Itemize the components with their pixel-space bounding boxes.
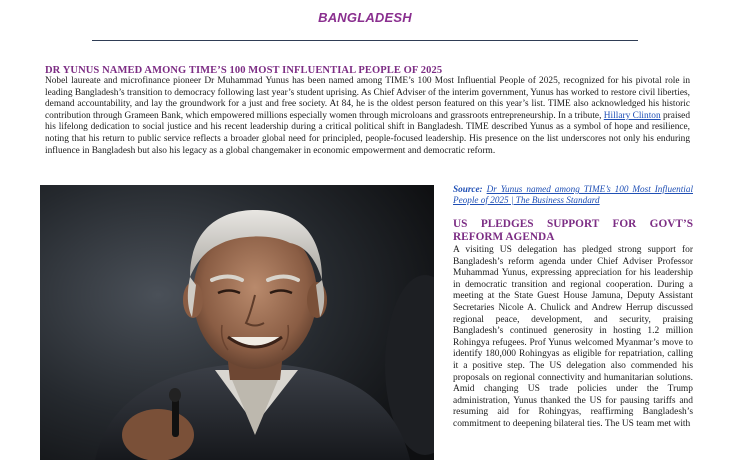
source-citation xyxy=(453,184,693,207)
article-body xyxy=(45,76,690,157)
article-body-text-2: praised his lifelong dedication to social justice and his recent leadership during a critical political shift in Bangladesh. TIME described Yunus as a symbol of hope and resilience, noting that his return to public service reflects a broader global need for principled, people-focused leadership. His presence on the list underscores not only his enduring influence in Bangladesh but also his legacy as a global changemaker in economic empowerment and democratic reform. xyxy=(45,110,690,156)
source-label: Source: xyxy=(453,184,483,194)
hillary-clinton-link[interactable]: Hillary Clinton xyxy=(603,110,661,121)
article2-body-container xyxy=(453,245,693,460)
article2-body: A visiting US delegation has pledged strong support for Bangladesh’s reform agenda under Chief Adviser Professor Muhammad Yunus, expressing appreciation for his leadership in democratic transition and regional cooperation. During a meeting at the State Guest House Jamuna, Deputy Assistant Secretaries Nicole A. Chulick and Andrew Herrup discussed regional peace, development, and security, praising Bangladesh’s continued generosity in hosting 1.2 million Rohingya refugees. Prof Yunus welcomed Myanmar’s move to identify 180,000 Rohingyas as eligible for repatriation, calling it a positive step. The US delegation also commended his proposals on regional connectivity and humanitarian solutions. Amid changing US trade policies under the Trump administration, Yunus thanked the US for pausing tariffs and resuming aid for Rohingyas, reaffirming Bangladesh’s commitment to deepening bilateral ties. The US team met with xyxy=(453,245,693,429)
title-divider xyxy=(92,40,638,41)
article-headline: DR YUNUS NAMED AMONG TIME’S 100 MOST INFLUENTIAL PEOPLE OF 2025 xyxy=(45,65,443,76)
article-body-text-1: Nobel laureate and microfinance pioneer Dr Muhammad Yunus has been named among TIME’s 100 Most Influential People of 2025, recognized for his pivotal role in leading Bangladesh’s transition to democracy following last year’s student uprising. As Chief Adviser of the interim government, Yunus has worked to restore civil liberties, demand accountability, and lay the groundwork for a just and free society. At 84, he is the oldest person featured on this year’s list. TIME also acknowledged his historic contribution through Grameen Bank, which empowered millions especially women through microloans and grassroots entrepreneurship. In a tribute, xyxy=(45,76,690,121)
portrait-illustration xyxy=(40,185,434,460)
source-link[interactable]: Dr Yunus named among TIME’s 100 Most Influential People of 2025 | The Business Standard xyxy=(453,184,693,206)
section-title: BANGLADESH xyxy=(318,10,412,25)
article2-headline: US PLEDGES SUPPORT FOR GOVT’S REFORM AGENDA xyxy=(453,218,693,243)
portrait-photo xyxy=(40,185,434,460)
